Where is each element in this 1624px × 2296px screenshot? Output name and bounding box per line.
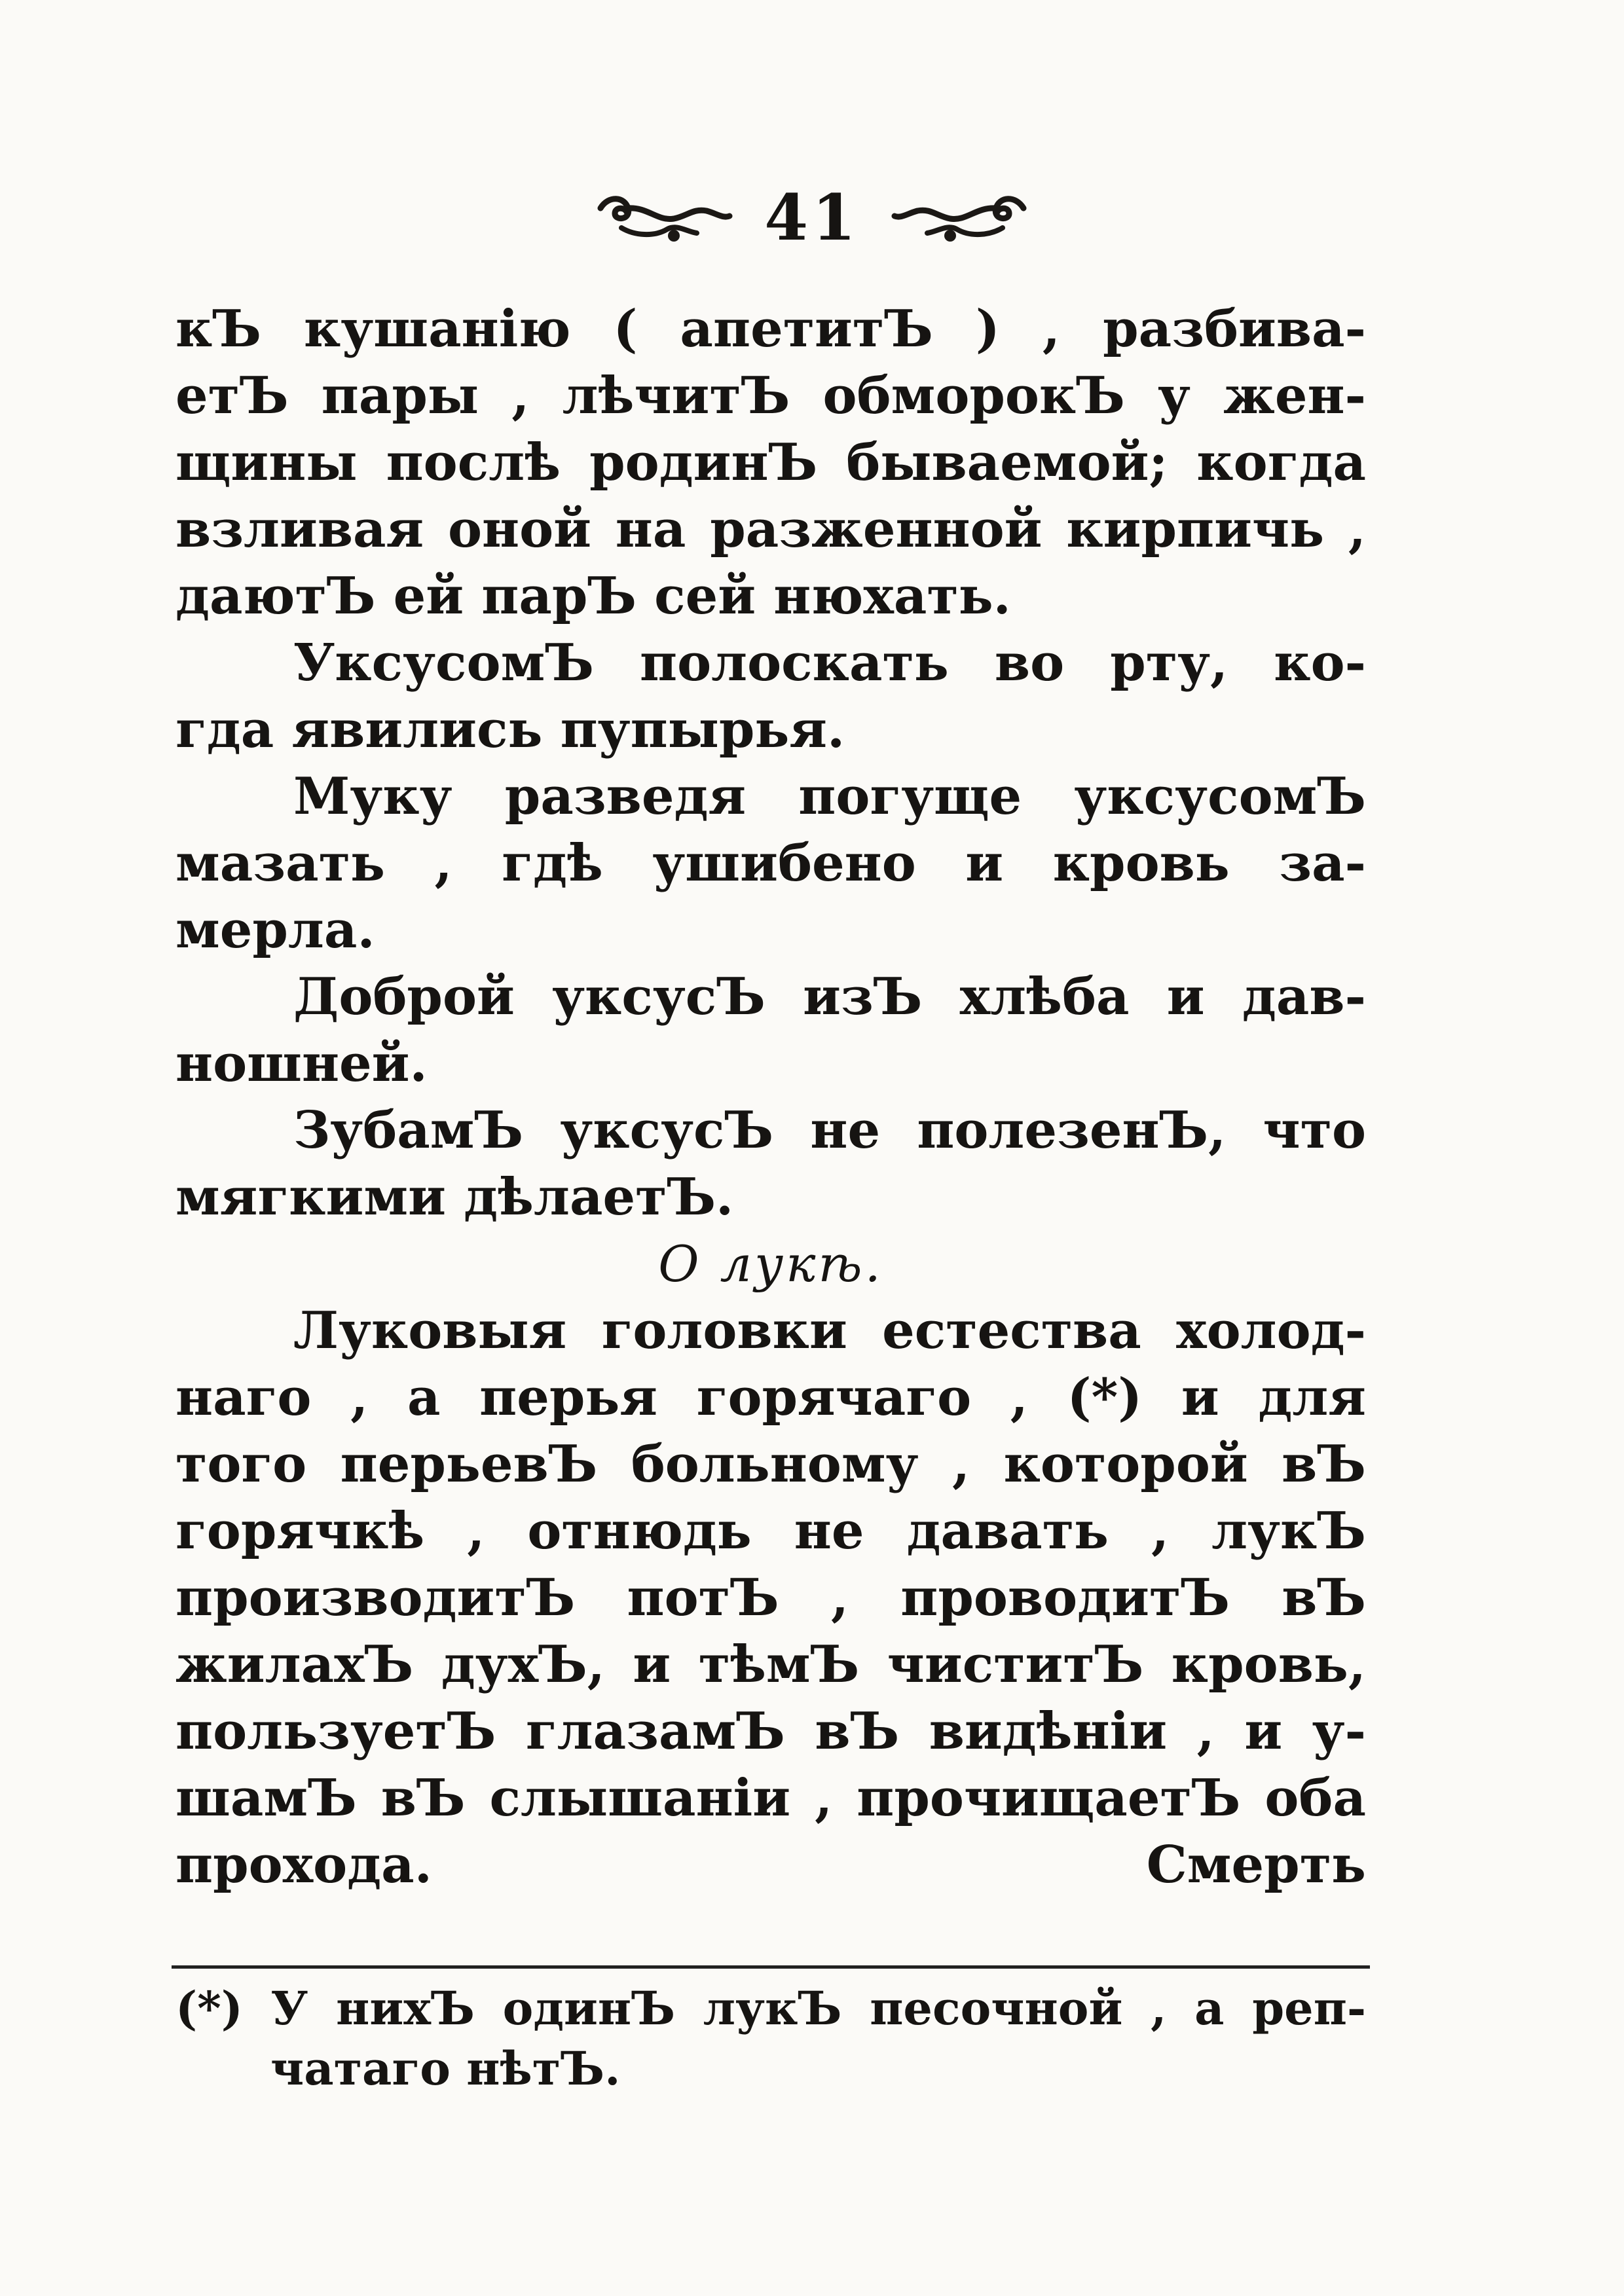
text-line <box>175 1698 1366 1765</box>
text-line <box>175 964 1366 1030</box>
text-line-content: горячкѣ , отнюдь не давать , лукЪ <box>175 1501 1366 1561</box>
text-line <box>175 1565 1366 1631</box>
text-line <box>175 1164 1366 1231</box>
final-line-left: прохода. <box>175 1835 432 1895</box>
text-line-content: пользуетЪ глазамЪ вЪ видѣніи , и у- <box>175 1702 1366 1761</box>
text-line <box>175 763 1366 830</box>
text-line <box>175 630 1366 697</box>
text-line-content: етЪ пары , лѣчитЪ обморокЪ у жен- <box>175 366 1366 426</box>
text-line-content: даютЪ ей парЪ сей нюхать. <box>175 566 1011 626</box>
text-line-content: взливая оной на разженной кирпичь , <box>175 500 1366 559</box>
text-line-content: гда явились пупырья. <box>175 700 845 759</box>
body-text <box>175 296 1366 1899</box>
text-line-final <box>175 1832 1366 1899</box>
section-heading: О лукѣ. <box>658 1235 883 1293</box>
text-line-content: Луковыя головки естества холод- <box>293 1301 1366 1360</box>
text-line <box>175 1298 1366 1364</box>
text-line-content: Доброй уксусЪ изЪ хлѣба и дав- <box>293 967 1366 1027</box>
text-line <box>175 1364 1366 1431</box>
text-line <box>175 830 1366 897</box>
text-line-content: производитЪ потЪ , проводитЪ вЪ <box>175 1568 1366 1628</box>
text-line <box>175 1498 1366 1565</box>
text-line-content: щины послѣ родинЪ бываемой; когда <box>175 433 1366 492</box>
footnote <box>175 1978 1366 2099</box>
text-line <box>175 429 1366 496</box>
text-line-content: наго , а перья горячаго , (*) и для <box>175 1368 1366 1427</box>
text-line <box>175 296 1366 363</box>
text-line-content: кЪ кушанію ( апетитЪ ) , разбива- <box>175 299 1366 359</box>
text-line <box>175 563 1366 630</box>
footnote-divider <box>172 1965 1370 1969</box>
footnote-text-2: чатаго нѣтЪ. <box>270 2041 621 2096</box>
page-number: 41 <box>764 181 860 255</box>
text-line <box>175 1631 1366 1698</box>
text-line <box>175 1765 1366 1832</box>
text-line <box>175 1431 1366 1498</box>
text-line <box>175 363 1366 429</box>
page-header <box>0 175 1624 261</box>
footnote-line <box>175 1978 1366 2039</box>
text-line <box>175 697 1366 763</box>
text-line-content: мерла. <box>175 900 375 960</box>
text-line <box>175 1030 1366 1097</box>
footnote-text-1: (*) У нихЪ одинЪ лукЪ песочной , а реп- <box>175 1981 1366 2035</box>
text-line-content: мягкими дѣлаетЪ. <box>175 1167 734 1227</box>
text-line-content: УксусомЪ полоскать во рту, ко- <box>293 633 1366 693</box>
text-line-content: ЗубамЪ уксусЪ не полезенЪ, что <box>293 1101 1366 1160</box>
text-line-content: шамЪ вЪ слышаніи , прочищаетЪ оба <box>175 1768 1366 1828</box>
text-line-content: мазать , гдѣ ушибено и кровь за- <box>175 833 1366 893</box>
text-line-content: ношней. <box>175 1034 428 1093</box>
text-line <box>175 1097 1366 1164</box>
text-line-content: Муку разведя погуще уксусомЪ <box>293 767 1366 826</box>
right-ornament-icon <box>891 189 1029 247</box>
footnote-line <box>175 2039 1366 2099</box>
text-line <box>175 496 1366 563</box>
text-line-content: того перьевЪ больному , которой вЪ <box>175 1434 1366 1494</box>
left-ornament-icon <box>595 189 733 247</box>
text-line-content: жилахЪ духЪ, и тѣмЪ чиститЪ кровь, <box>175 1635 1366 1694</box>
catchword: Смерть <box>1146 1835 1366 1895</box>
text-line <box>175 897 1366 964</box>
